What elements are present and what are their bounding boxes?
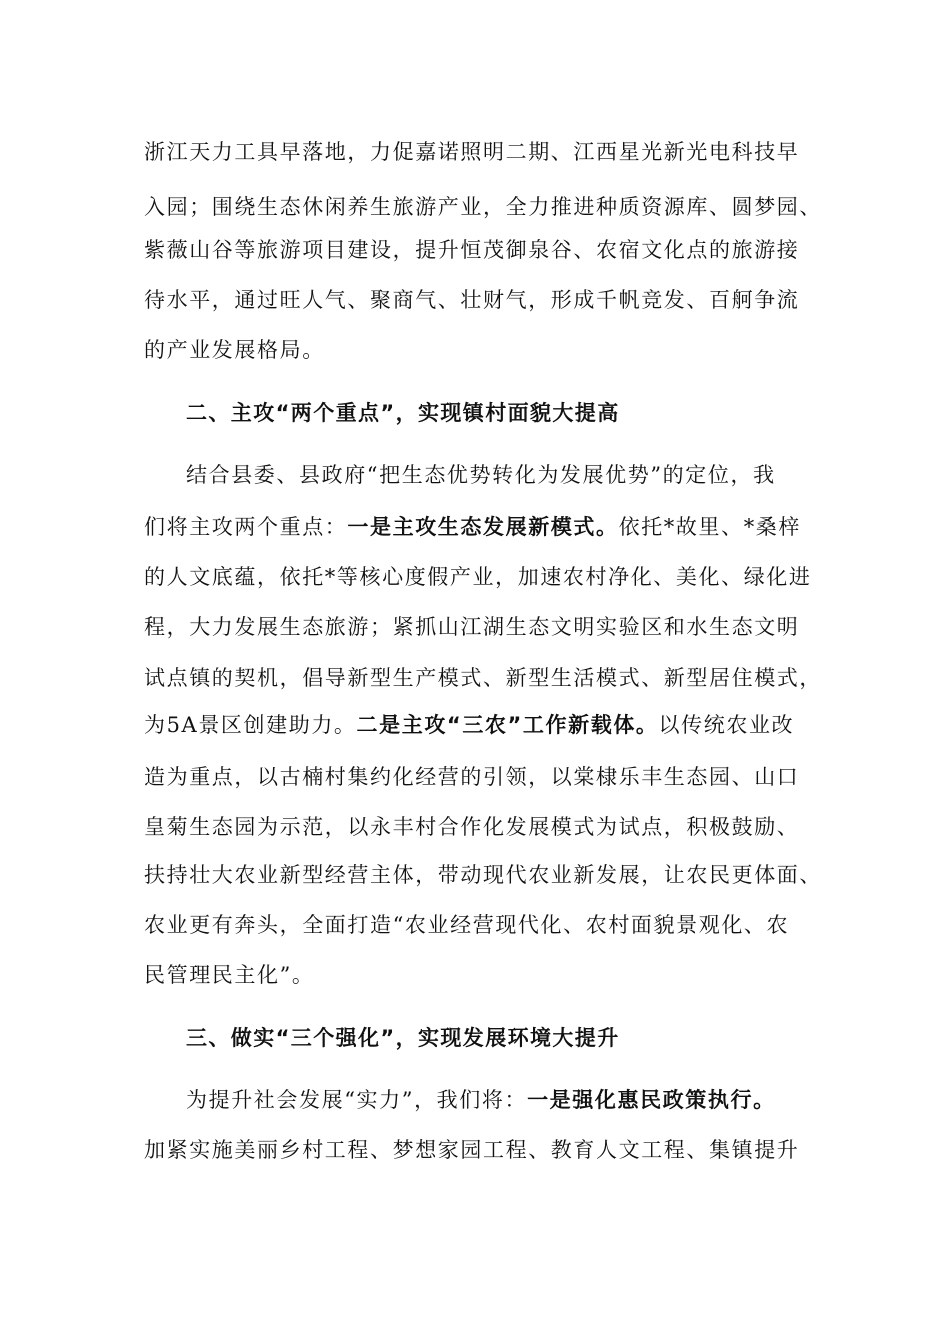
paragraph-2-line-11: 民管理民主化”。 <box>144 963 315 987</box>
paragraph-2-line-1: 结合县委、县政府“把生态优势转化为发展优势”的定位，我 <box>186 463 776 487</box>
paragraph-2-line-10: 农业更有奔头，全面打造“农业经营现代化、农村面貌景观化、农 <box>144 913 790 937</box>
paragraph-2-line-9: 扶持壮大农业新型经营主体，带动现代农业新发展，让农民更体面、 <box>144 863 822 887</box>
paragraph-1-line-5: 的产业发展格局。 <box>144 338 325 362</box>
section-heading-2: 二、主攻“两个重点”，实现镇村面貌大提高 <box>186 401 620 425</box>
paragraph-2-line-6 <box>144 705 794 745</box>
paragraph-1-line-3: 紫薇山谷等旅游项目建设，提升恒茂御泉谷、农宿文化点的旅游接 <box>144 238 800 262</box>
paragraph-2-line-2-text: 们将主攻两个重点： <box>144 515 348 539</box>
paragraph-3-line-1-text: 为提升社会发展“实力”，我们将： <box>186 1088 528 1112</box>
paragraph-2-emphasis-2: 二是主攻“三农”工作新载体。 <box>356 713 659 737</box>
paragraph-1-line-2: 入园；围绕生态休闲养生旅游产业，全力推进种质资源库、圆梦园、 <box>144 195 822 219</box>
paragraph-2-line-7: 造为重点，以古楠村集约化经营的引领，以棠棣乐丰生态园、山口 <box>144 765 800 789</box>
paragraph-2-line-6-tail: 以传统农业改 <box>658 713 795 737</box>
paragraph-2-line-5: 试点镇的契机，倡导新型生产模式、新型生活模式、新型居住模式， <box>144 666 822 690</box>
paragraph-1-line-1: 浙江天力工具早落地，力促嘉诺照明二期、江西星光新光电科技早 <box>144 140 800 164</box>
paragraph-2-line-6-text: 为5A景区创建助力。 <box>144 713 357 737</box>
paragraph-2-line-4: 程，大力发展生态旅游；紧抓山江湖生态文明实验区和水生态文明 <box>144 615 800 639</box>
paragraph-2-line-3: 的人文底蕴，依托*等核心度假产业，加速农村净化、美化、绿化进 <box>144 565 812 589</box>
paragraph-2-line-8: 皇菊生态园为示范，以永丰村合作化发展模式为试点，积极鼓励、 <box>144 815 800 839</box>
paragraph-2-line-2-tail: 依托*故里、*桑梓 <box>618 515 802 539</box>
paragraph-3-emphasis-1: 一是强化惠民政策执行。 <box>527 1088 776 1112</box>
paragraph-2-line-2 <box>144 507 801 547</box>
paragraph-3-line-1 <box>186 1080 776 1120</box>
paragraph-1-line-4: 待水平，通过旺人气、聚商气、壮财气，形成千帆竞发、百舸争流 <box>144 288 800 312</box>
paragraph-3-line-2: 加紧实施美丽乡村工程、梦想家园工程、教育人文工程、集镇提升 <box>144 1138 800 1162</box>
paragraph-2-emphasis-1: 一是主攻生态发展新模式。 <box>347 515 619 539</box>
section-heading-3: 三、做实“三个强化”，实现发展环境大提升 <box>186 1026 620 1050</box>
